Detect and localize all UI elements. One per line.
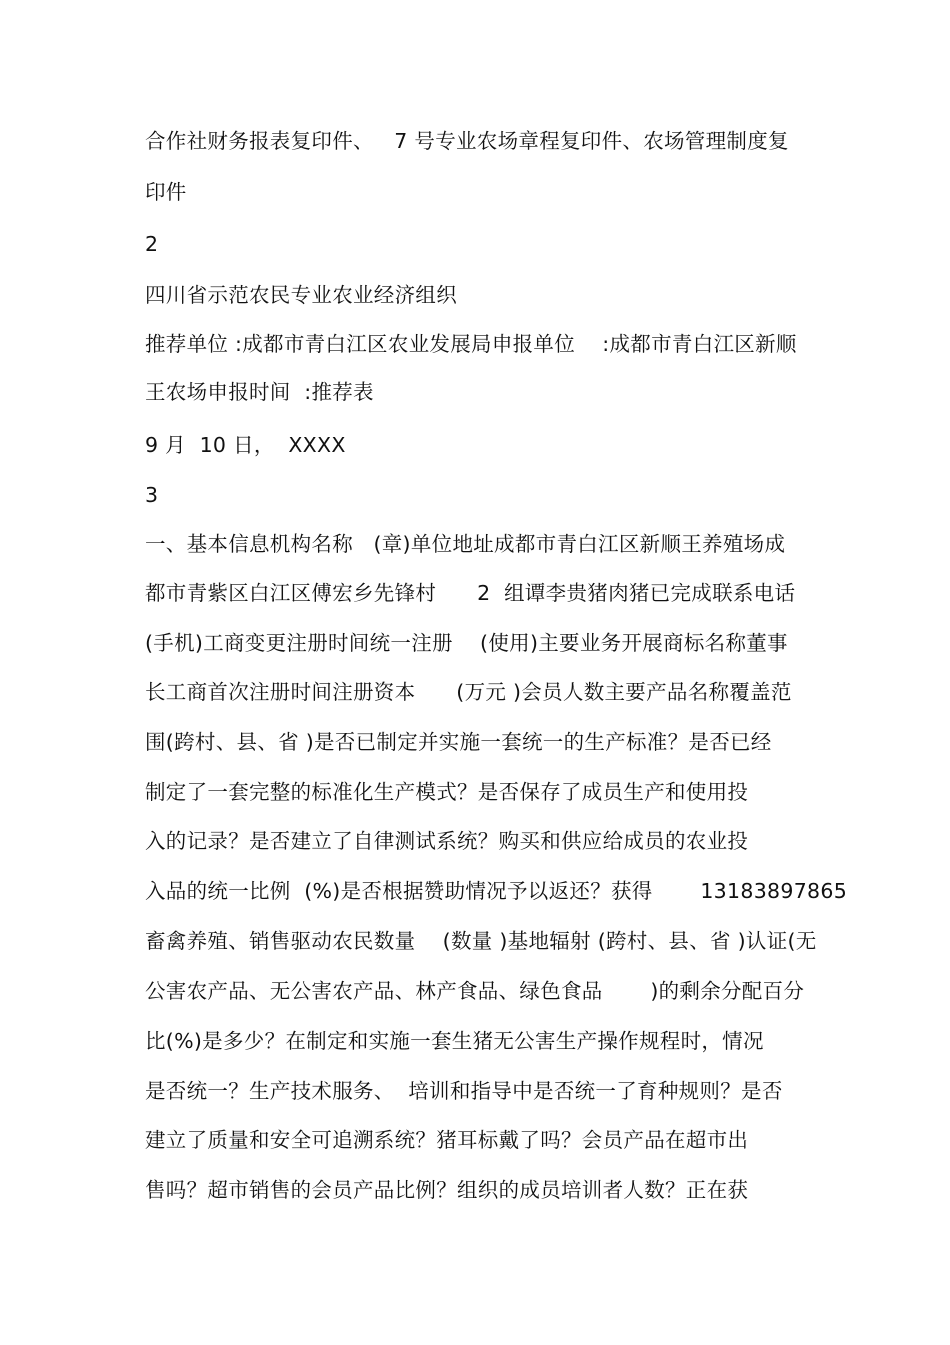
text-line-5: 推荐单位 :成都市青白江区农业发展局申报单位 :成都市青白江区新顺 <box>145 332 797 356</box>
text-line-11: (手机)工商变更注册时间统一注册 (使用)主要业务开展商标名称董事 <box>145 631 788 655</box>
page-number-2: 2 <box>145 232 159 256</box>
text-line-17: 畜禽养殖、销售驱动农民数量 (数量 )基地辐射 (跨村、县、省 )认证(无 <box>145 929 817 953</box>
text-line-20: 是否统一？生产技术服务、 培训和指导中是否统一了育种规则？是否 <box>145 1079 783 1103</box>
text-line-19: 比(%)是多少？在制定和实施一套生猪无公害生产操作规程时，情况 <box>145 1029 764 1053</box>
page-number-3: 3 <box>145 483 159 507</box>
text-line-21: 建立了质量和安全可追溯系统？猪耳标戴了吗？会员产品在超市出 <box>145 1128 749 1152</box>
text-line-4: 四川省示范农民专业农业经济组织 <box>145 283 457 307</box>
text-line-1: 合作社财务报表复印件、 7 号专业农场章程复印件、农场管理制度复 <box>145 129 789 153</box>
text-line-18: 公害农产品、无公害农产品、林产食品、绿色食品 )的剩余分配百分 <box>145 979 805 1003</box>
text-line-6: 王农场申报时间 :推荐表 <box>145 380 374 404</box>
text-line-2: 印件 <box>145 180 187 204</box>
text-line-13: 围(跨村、县、省 )是否已制定并实施一套统一的生产标准？是否已经 <box>145 730 772 754</box>
text-line-22: 售吗？超市销售的会员产品比例？组织的成员培训者人数？正在获 <box>145 1178 749 1202</box>
text-line-14: 制定了一套完整的标准化生产模式？是否保存了成员生产和使用投 <box>145 780 749 804</box>
text-line-15: 入的记录？是否建立了自律测试系统？购买和供应给成员的农业投 <box>145 829 749 853</box>
text-line-16: 入品的统一比例 (%)是否根据赞助情况予以返还？获得 13183897865 <box>145 879 848 903</box>
text-line-9: 一、基本信息机构名称 (章)单位地址成都市青白江区新顺王养殖场成 <box>145 532 786 556</box>
text-line-12: 长工商首次注册时间注册资本 (万元 )会员人数主要产品名称覆盖范 <box>145 680 792 704</box>
date-line: 9 月 10 日， XXXX <box>145 433 346 457</box>
text-line-10: 都市青紫区白江区傅宏乡先锋村 2 组谭李贵猪肉猪已完成联系电话 <box>145 581 796 605</box>
